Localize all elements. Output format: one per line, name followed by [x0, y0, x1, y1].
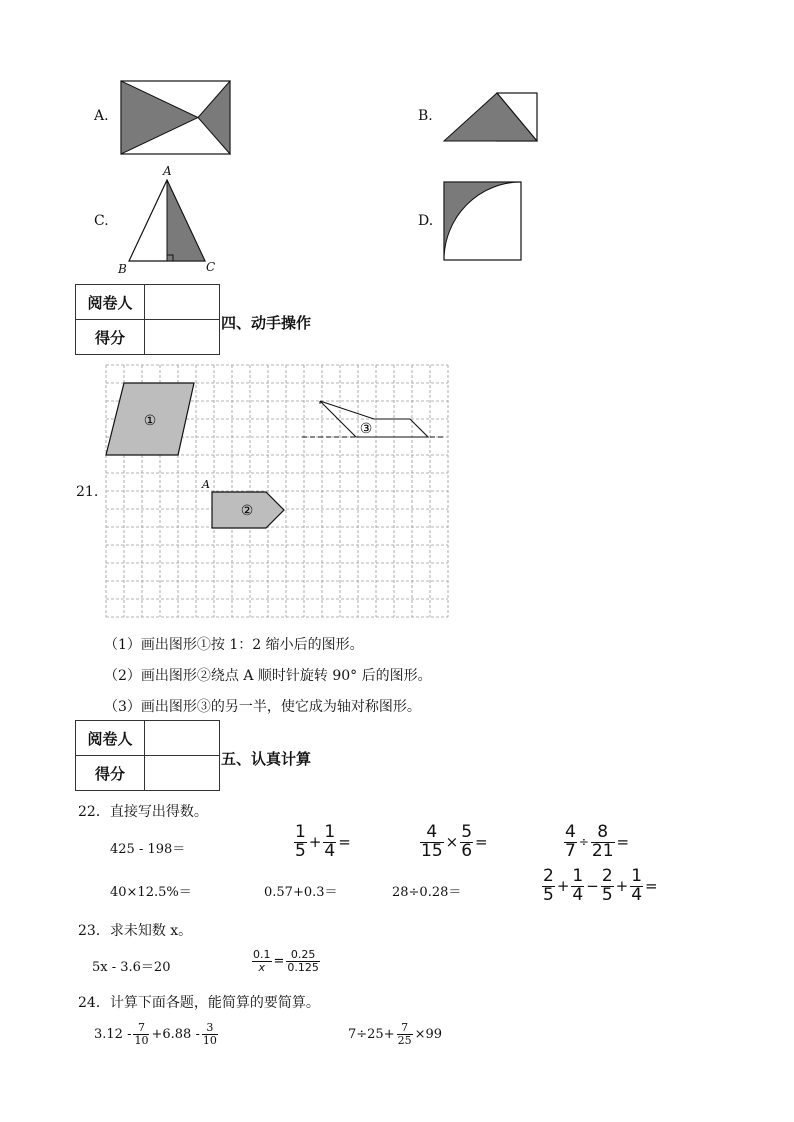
q21-task-3: （3）画出图形③的另一半，使它成为轴对称图形。 — [104, 699, 421, 715]
shaded-half — [167, 180, 205, 261]
reviewer-label: 阅卷人 — [76, 285, 145, 320]
q21-number: 21. — [76, 484, 99, 500]
fraction: $\frac{7}{10}$ — [134, 1021, 149, 1047]
shape-3-label: ③ — [359, 421, 373, 437]
option-a-figure — [120, 80, 232, 156]
calc-e4: $\frac{4}{7}$ ÷ $\frac{8}{21}$ = — [565, 822, 630, 861]
calc-e8: $\frac{2}{5}$ + $\frac{1}{4}$ − $\frac{2}{5}$ + $\frac{1}{4}$ = — [543, 866, 658, 905]
fraction: $\frac{2}{5}$ — [543, 866, 554, 905]
fraction: $\frac{4}{15}$ — [421, 822, 443, 861]
q23-text: 23．求未知数 x。 — [78, 923, 193, 939]
fraction: $\frac{1}{5}$ — [295, 822, 306, 861]
fraction: $\frac{7}{25}$ — [397, 1021, 412, 1047]
fraction: $\frac{3}{10}$ — [202, 1021, 217, 1047]
score-blank[interactable] — [145, 756, 220, 791]
score-label: 得分 — [76, 320, 145, 355]
fraction: $\frac{1}{4}$ — [631, 866, 643, 905]
option-c-label: C. — [94, 213, 109, 229]
fraction: $\frac{8}{21}$ — [591, 822, 614, 861]
calc-e1: 425 - 198＝ — [110, 842, 186, 857]
calc-e6: 0.57+0.3＝ — [264, 885, 338, 900]
fraction: $\frac{1}{4}$ — [324, 822, 336, 861]
q24-text: 24．计算下面各题，能简算的要简算。 — [78, 995, 320, 1011]
fraction: $\frac{1}{4}$ — [572, 866, 584, 905]
vertex-b-label: B — [118, 262, 127, 276]
q21-task-1: （1）画出图形①按 1：2 缩小后的图形。 — [104, 637, 364, 653]
section5-title: 五、认真计算 — [221, 750, 312, 768]
shape-2-label: ② — [240, 503, 254, 519]
vertex-c-label: C — [206, 260, 216, 274]
fraction: $\frac{2}{5}$ — [601, 866, 613, 905]
reviewer-label: 阅卷人 — [76, 721, 145, 756]
fraction: $\frac{0.25}{0.125}$ — [287, 948, 319, 974]
score-table-section4 — [75, 284, 220, 355]
score-table-section5 — [75, 720, 220, 791]
q24-calc1: 3.12 - $\frac{7}{10}$ +6.88 - $\frac{3}{10}$ — [94, 1021, 217, 1047]
reviewer-blank[interactable] — [145, 721, 220, 756]
fraction: $\frac{4}{7}$ — [565, 822, 576, 861]
option-a-label: A. — [94, 108, 109, 124]
option-c-figure — [125, 178, 207, 264]
score-blank[interactable] — [145, 320, 220, 355]
q23-eq1: 5x - 3.6＝20 — [92, 960, 171, 975]
score-label: 得分 — [76, 756, 145, 791]
shape-1-label: ① — [143, 413, 157, 429]
point-a-label: A — [202, 478, 210, 491]
q24-calc2: 7÷25+ $\frac{7}{25}$ ×99 — [348, 1021, 443, 1047]
vertex-a-label: A — [163, 164, 172, 178]
q21-grid-figure — [100, 362, 452, 624]
option-b-figure — [442, 92, 540, 144]
calc-e3: $\frac{4}{15}$ × $\frac{5}{6}$ = — [421, 822, 488, 861]
fraction: $\frac{0.1}{x}$ — [253, 948, 271, 974]
calc-e2: $\frac{1}{5}$ + $\frac{1}{4}$ = — [295, 822, 351, 861]
calc-e7: 28÷0.28＝ — [392, 885, 462, 900]
section4-title: 四、动手操作 — [221, 314, 312, 332]
option-b-label: B. — [418, 108, 433, 124]
fraction: $\frac{5}{6}$ — [461, 822, 473, 861]
option-d-figure — [443, 181, 523, 263]
calc-e5: 40×12.5%＝ — [110, 885, 192, 900]
q22-text: 22．直接写出得数。 — [78, 804, 208, 820]
option-d-label: D. — [418, 213, 434, 229]
q21-task-2: （2）画出图形②绕点 A 顺时针旋转 90° 后的图形。 — [104, 668, 432, 684]
reviewer-blank[interactable] — [145, 285, 220, 320]
q23-eq2: $\frac{0.1}{x}$ = $\frac{0.25}{0.125}$ — [253, 948, 319, 974]
